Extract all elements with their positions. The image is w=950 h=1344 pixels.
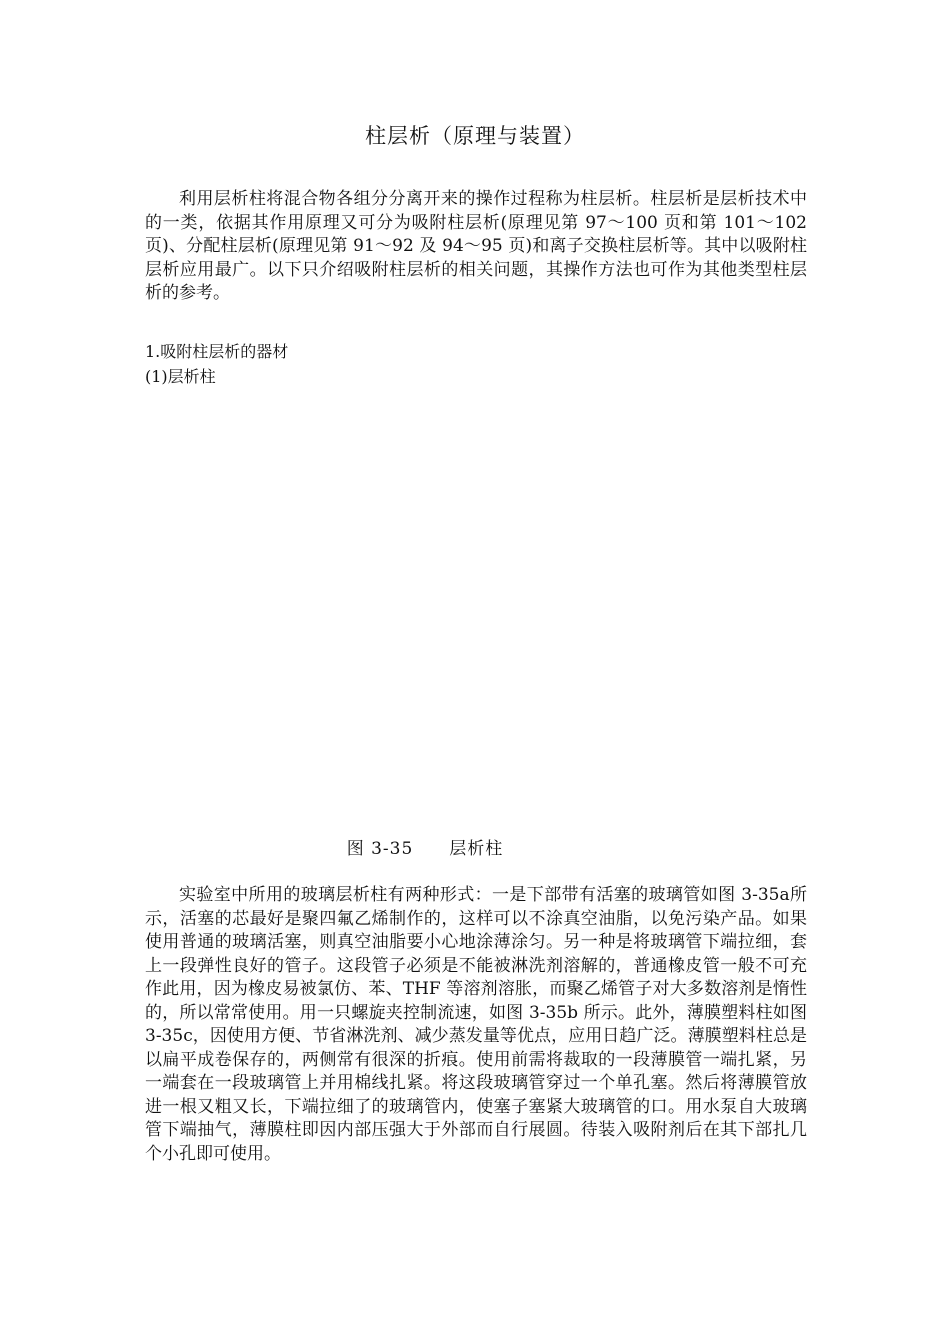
intro-paragraph: 利用层析柱将混合物各组分分离开来的操作过程称为柱层析。柱层析是层析技术中的一类，依据其作用原理又可分为吸附柱层析(原理见第 97～100 页和第 101～102 页)、分配柱层析(原理见第 91～92 及 94～95 页)和离子交换柱层析等。其中以吸附柱层析应用最广。以下只介绍吸附柱层析的相关问题，其操作方法也可作为其他类型柱层析的参考。 bbox=[145, 189, 807, 303]
figure-caption: 图 3-35 层析柱 bbox=[346, 839, 504, 859]
page-title: 柱层析（原理与装置） bbox=[365, 124, 585, 148]
section-heading: 1.吸附柱层析的器材 bbox=[145, 342, 289, 361]
subsection-heading: (1)层析柱 bbox=[145, 367, 216, 386]
figure-placeholder bbox=[145, 400, 807, 820]
body-paragraph: 实验室中所用的玻璃层析柱有两种形式：一是下部带有活塞的玻璃管如图 3-35a所示，活塞的芯最好是聚四氟乙烯制作的，这样可以不涂真空油脂，以免污染产品。如果使用普通的玻璃活塞，则真空油脂要小心地涂薄涂匀。另一种是将玻璃管下端拉细，套上一段弹性良好的管子。这段管子必须是不能被淋洗剂溶解的，普通橡皮管一般不可充作此用，因为橡皮易被氯仿、苯、THF 等溶剂溶胀，而聚乙烯管子对大多数溶剂是惰性的，所以常常使用。用一只螺旋夹控制流速，如图 3-35b 所示。此外，薄膜塑料柱如图 3-35c，因使用方便、节省淋洗剂、减少蒸发量等优点，应用日趋广泛。薄膜塑料柱总是以扁平成卷保存的，两侧常有很深的折痕。使用前需将裁取的一段薄膜管一端扎紧，另一端套在一段玻璃管上并用棉线扎紧。将这段玻璃管穿过一个单孔塞。然后将薄膜管放进一根又粗又长，下端拉细了的玻璃管内，使塞子塞紧大玻璃管的口。用水泵自大玻璃管下端抽气，薄膜柱即因内部压强大于外部而自行展圆。待装入吸附剂后在其下部扎几个小孔即可使用。 bbox=[145, 885, 807, 1164]
